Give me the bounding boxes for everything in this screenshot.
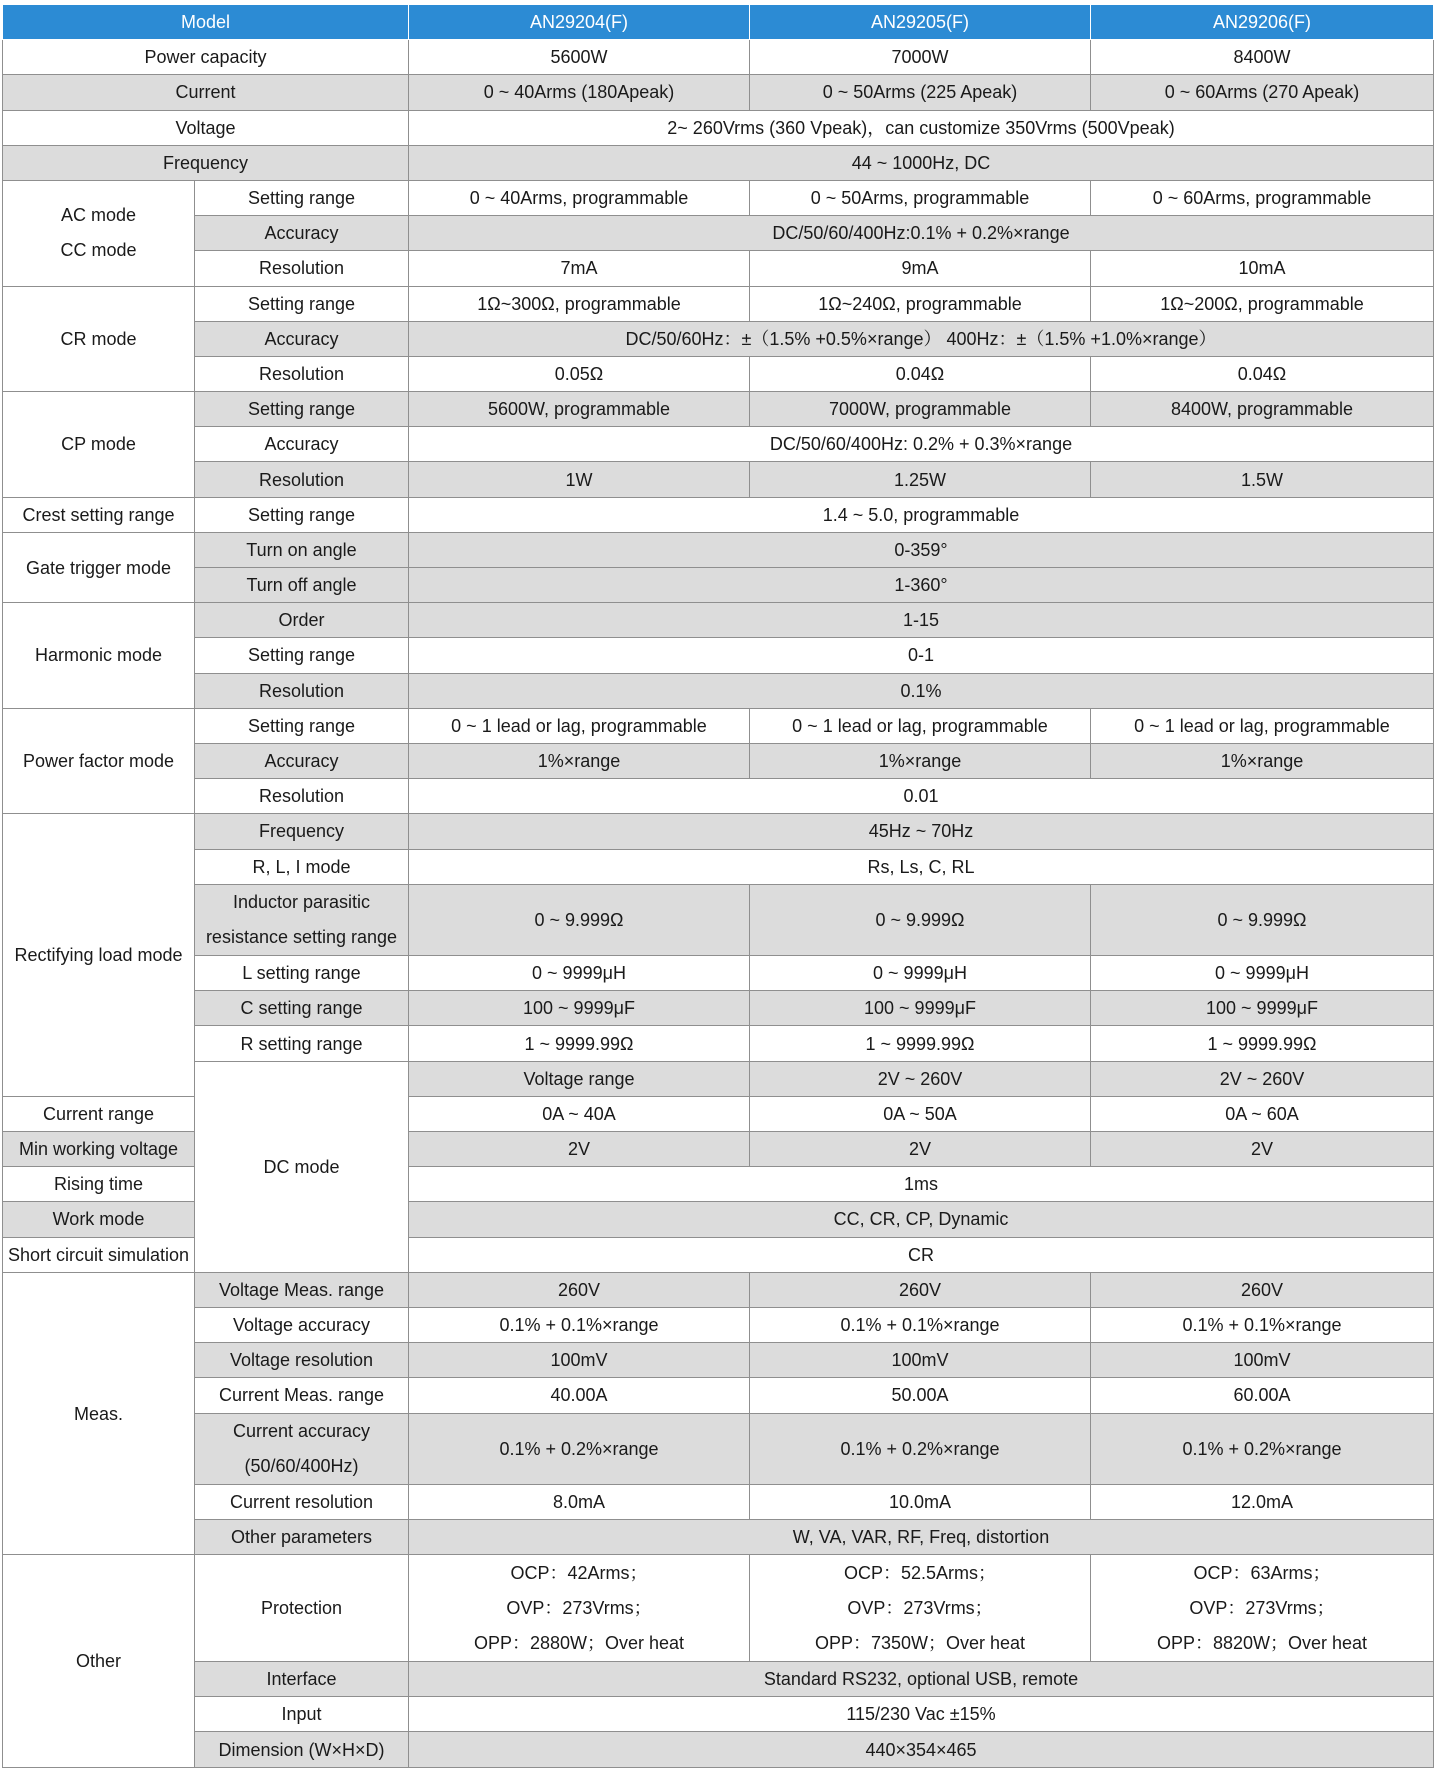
table-row: [3, 568, 1434, 603]
spec-table: [2, 4, 1434, 1768]
sub-label: Voltage Meas. range: [195, 1272, 409, 1307]
sub-label: Setting range: [195, 497, 409, 532]
cell-value: 260V: [1091, 1272, 1434, 1307]
cell-value: 0 ~ 1 lead or lag, programmable: [409, 708, 750, 743]
table-row: [3, 1732, 1434, 1768]
cell-value: 0.04Ω: [1091, 356, 1434, 391]
cell-value: 8400W, programmable: [1091, 392, 1434, 427]
cell-value: 50.00A: [750, 1378, 1091, 1413]
sub-label: Order: [195, 603, 409, 638]
protection-cell: [750, 1555, 1091, 1662]
cell-value: 0.1% + 0.1%×range: [1091, 1307, 1434, 1342]
table-row: [3, 1484, 1434, 1519]
sub-label: Accuracy: [195, 321, 409, 356]
sub-label-line: Current accuracy: [232, 1420, 371, 1441]
cell-value: 0 ~ 9999μH: [1091, 956, 1434, 991]
cell-value: 1ms: [409, 1167, 1434, 1202]
protection-ovp: OVP：273Vrms；: [1189, 1597, 1335, 1618]
cell-value: 0 ~ 60Arms, programmable: [1091, 180, 1434, 215]
cell-value: 7mA: [409, 251, 750, 286]
group-label-meas: Meas.: [3, 1272, 195, 1555]
sub-label: Setting range: [195, 392, 409, 427]
table-row: [3, 286, 1434, 321]
sub-label: Setting range: [195, 708, 409, 743]
table-row: [3, 145, 1434, 180]
sub-label: Voltage accuracy: [195, 1307, 409, 1342]
group-label-crest: Crest setting range: [3, 497, 195, 532]
cell-value: 0 ~ 9.999Ω: [750, 884, 1091, 955]
group-label-line: AC mode: [60, 205, 137, 226]
sub-label: Other parameters: [195, 1520, 409, 1555]
table-row: [3, 110, 1434, 145]
table-row: [3, 1061, 1434, 1096]
group-label-cr-mode: CR mode: [3, 286, 195, 392]
group-label-cp-mode: CP mode: [3, 392, 195, 498]
protection-ocp: OCP：42Arms；: [510, 1562, 648, 1583]
sub-label-line: resistance setting range: [205, 926, 398, 947]
table-row: [3, 1413, 1434, 1484]
table-row: [3, 497, 1434, 532]
protection-opp: OPP：7350W；Over heat: [814, 1632, 1026, 1653]
sub-label: Turn off angle: [195, 568, 409, 603]
table-row: [3, 814, 1434, 849]
table-row: [3, 849, 1434, 884]
cell-value: 5600W: [409, 40, 750, 75]
header-row: [3, 5, 1434, 40]
cell-value: 0.1% + 0.2%×range: [750, 1413, 1091, 1484]
sub-label-inductor: [195, 884, 409, 955]
group-label-line: CC mode: [60, 240, 137, 261]
cell-value: 1W: [409, 462, 750, 497]
sub-label: Interface: [195, 1661, 409, 1696]
table-row: [3, 779, 1434, 814]
cell-value: 100mV: [1091, 1343, 1434, 1378]
model-name: AN29205(F): [750, 5, 1091, 40]
protection-opp: OPP：2880W；Over heat: [473, 1632, 685, 1653]
cell-value: 1Ω~300Ω, programmable: [409, 286, 750, 321]
row-label: Voltage: [3, 110, 409, 145]
cell-value: 2V: [750, 1132, 1091, 1167]
group-label-ac-cc-mode: [3, 180, 195, 286]
cell-value: 2V: [1091, 1132, 1434, 1167]
cell-value: CC, CR, CP, Dynamic: [409, 1202, 1434, 1237]
sub-label: Min working voltage: [3, 1132, 195, 1167]
sub-label: Input: [195, 1697, 409, 1732]
sub-label: Accuracy: [195, 427, 409, 462]
cell-value: 1Ω~200Ω, programmable: [1091, 286, 1434, 321]
sub-label: Protection: [195, 1555, 409, 1662]
model-header: Model: [3, 5, 409, 40]
table-row: [3, 251, 1434, 286]
cell-value: 1-15: [409, 603, 1434, 638]
table-row: [3, 956, 1434, 991]
cell-value: 0 ~ 50Arms (225 Apeak): [750, 75, 1091, 110]
cell-value: 440×354×465: [409, 1732, 1434, 1768]
table-row: [3, 1520, 1434, 1555]
sub-label: Resolution: [195, 462, 409, 497]
table-row: [3, 1378, 1434, 1413]
protection-ocp: OCP：63Arms；: [1193, 1562, 1331, 1583]
cell-value: 1.5W: [1091, 462, 1434, 497]
cell-value: 0 ~ 60Arms (270 Apeak): [1091, 75, 1434, 110]
sub-label: Frequency: [195, 814, 409, 849]
cell-value: 100 ~ 9999μF: [1091, 991, 1434, 1026]
table-row: [3, 1343, 1434, 1378]
cell-value: 1%×range: [1091, 743, 1434, 778]
cell-value: 0.1%: [409, 673, 1434, 708]
protection-cell: [1091, 1555, 1434, 1662]
table-row: [3, 1555, 1434, 1662]
cell-value: 0.01: [409, 779, 1434, 814]
cell-value: 0.1% + 0.2%×range: [409, 1413, 750, 1484]
sub-label: Current range: [3, 1096, 195, 1131]
cell-value: 2V ~ 260V: [750, 1061, 1091, 1096]
cell-value: 100mV: [750, 1343, 1091, 1378]
sub-label: R, L, I mode: [195, 849, 409, 884]
cell-value: 44 ~ 1000Hz, DC: [409, 145, 1434, 180]
table-row: [3, 673, 1434, 708]
group-label-rectifying: Rectifying load mode: [3, 814, 195, 1097]
sub-label: Work mode: [3, 1202, 195, 1237]
table-row: [3, 1661, 1434, 1696]
cell-value: W, VA, VAR, RF, Freq, distortion: [409, 1520, 1434, 1555]
sub-label: Voltage range: [409, 1061, 750, 1096]
table-row: [3, 1307, 1434, 1342]
cell-value: 1.25W: [750, 462, 1091, 497]
sub-label: Setting range: [195, 180, 409, 215]
sub-label: Resolution: [195, 673, 409, 708]
table-row: [3, 991, 1434, 1026]
cell-value: 7000W, programmable: [750, 392, 1091, 427]
group-label-harmonic: Harmonic mode: [3, 603, 195, 709]
row-label: Frequency: [3, 145, 409, 180]
group-label-power-factor: Power factor mode: [3, 708, 195, 814]
cell-value: 8.0mA: [409, 1484, 750, 1519]
sub-label: Turn on angle: [195, 532, 409, 567]
table-row: [3, 603, 1434, 638]
cell-value: 0A ~ 40A: [409, 1096, 750, 1131]
protection-ocp: OCP：52.5Arms；: [843, 1562, 997, 1583]
cell-value: 0-1: [409, 638, 1434, 673]
sub-label: Rising time: [3, 1167, 195, 1202]
row-label: Power capacity: [3, 40, 409, 75]
table-row: [3, 40, 1434, 75]
cell-value: 0A ~ 50A: [750, 1096, 1091, 1131]
cell-value: 10mA: [1091, 251, 1434, 286]
cell-value: 7000W: [750, 40, 1091, 75]
cell-value: 45Hz ~ 70Hz: [409, 814, 1434, 849]
sub-label-line: (50/60/400Hz): [244, 1455, 359, 1476]
cell-value: 1.4 ~ 5.0, programmable: [409, 497, 1434, 532]
table-row: [3, 1026, 1434, 1061]
cell-value: 1Ω~240Ω, programmable: [750, 286, 1091, 321]
protection-cell: [409, 1555, 750, 1662]
table-row: [3, 356, 1434, 391]
model-name: AN29206(F): [1091, 5, 1434, 40]
cell-value: 0 ~ 9.999Ω: [409, 884, 750, 955]
cell-value: 0 ~ 50Arms, programmable: [750, 180, 1091, 215]
table-row: [3, 392, 1434, 427]
table-row: [3, 743, 1434, 778]
table-row: [3, 1697, 1434, 1732]
sub-label: Accuracy: [195, 743, 409, 778]
sub-label: Resolution: [195, 356, 409, 391]
sub-label: Current resolution: [195, 1484, 409, 1519]
sub-label: Current Meas. range: [195, 1378, 409, 1413]
cell-value: 0 ~ 1 lead or lag, programmable: [1091, 708, 1434, 743]
cell-value: 0.1% + 0.1%×range: [750, 1307, 1091, 1342]
sub-label: C setting range: [195, 991, 409, 1026]
group-label-other: Other: [3, 1555, 195, 1768]
cell-value: 1%×range: [409, 743, 750, 778]
sub-label: Voltage resolution: [195, 1343, 409, 1378]
cell-value: 8400W: [1091, 40, 1434, 75]
cell-value: DC/50/60/400Hz:0.1% + 0.2%×range: [409, 216, 1434, 251]
table-row: [3, 708, 1434, 743]
sub-label: Accuracy: [195, 216, 409, 251]
sub-label: Resolution: [195, 251, 409, 286]
group-label-gate-trigger: Gate trigger mode: [3, 532, 195, 602]
cell-value: 260V: [409, 1272, 750, 1307]
sub-label: L setting range: [195, 956, 409, 991]
protection-ovp: OVP：273Vrms；: [847, 1597, 993, 1618]
cell-value: 260V: [750, 1272, 1091, 1307]
sub-label: Short circuit simulation: [3, 1237, 195, 1272]
cell-value: 0.1% + 0.2%×range: [1091, 1413, 1434, 1484]
table-row: [3, 532, 1434, 567]
cell-value: 0 ~ 1 lead or lag, programmable: [750, 708, 1091, 743]
cell-value: 12.0mA: [1091, 1484, 1434, 1519]
cell-value: CR: [409, 1237, 1434, 1272]
cell-value: 0.04Ω: [750, 356, 1091, 391]
sub-label-current-accuracy: [195, 1413, 409, 1484]
cell-value: 60.00A: [1091, 1378, 1434, 1413]
cell-value: 0 ~ 40Arms (180Apeak): [409, 75, 750, 110]
table-row: [3, 462, 1434, 497]
table-row: [3, 1272, 1434, 1307]
table-row: [3, 321, 1434, 356]
cell-value: Standard RS232, optional USB, remote: [409, 1661, 1434, 1696]
table-row: [3, 216, 1434, 251]
sub-label: Resolution: [195, 779, 409, 814]
sub-label: Setting range: [195, 638, 409, 673]
protection-opp: OPP：8820W；Over heat: [1156, 1632, 1368, 1653]
cell-value: 0-359°: [409, 532, 1434, 567]
cell-value: 0 ~ 9999μH: [409, 956, 750, 991]
table-row: [3, 180, 1434, 215]
cell-value: 1 ~ 9999.99Ω: [750, 1026, 1091, 1061]
cell-value: 100 ~ 9999μF: [409, 991, 750, 1026]
cell-value: 0.1% + 0.1%×range: [409, 1307, 750, 1342]
cell-value: 100mV: [409, 1343, 750, 1378]
sub-label-line: Inductor parasitic: [232, 891, 371, 912]
sub-label: R setting range: [195, 1026, 409, 1061]
cell-value: 115/230 Vac ±15%: [409, 1697, 1434, 1732]
model-name: AN29204(F): [409, 5, 750, 40]
table-row: [3, 638, 1434, 673]
cell-value: 0 ~ 9999μH: [750, 956, 1091, 991]
cell-value: Rs, Ls, C, RL: [409, 849, 1434, 884]
table-row: [3, 427, 1434, 462]
cell-value: 0.05Ω: [409, 356, 750, 391]
sub-label: Dimension (W×H×D): [195, 1732, 409, 1768]
cell-value: 0 ~ 9.999Ω: [1091, 884, 1434, 955]
cell-value: 0A ~ 60A: [1091, 1096, 1434, 1131]
cell-value: 2V: [409, 1132, 750, 1167]
group-label-dc-mode: DC mode: [195, 1061, 409, 1272]
protection-ovp: OVP：273Vrms；: [506, 1597, 652, 1618]
cell-value: 9mA: [750, 251, 1091, 286]
cell-value: 100 ~ 9999μF: [750, 991, 1091, 1026]
row-label: Current: [3, 75, 409, 110]
cell-value: 2V ~ 260V: [1091, 1061, 1434, 1096]
cell-value: 0 ~ 40Arms, programmable: [409, 180, 750, 215]
cell-value: 1%×range: [750, 743, 1091, 778]
cell-value: 2~ 260Vrms (360 Vpeak)，can customize 350Vrms (500Vpeak): [409, 110, 1434, 145]
table-row: [3, 75, 1434, 110]
cell-value: DC/50/60/400Hz: 0.2% + 0.3%×range: [409, 427, 1434, 462]
cell-value: 10.0mA: [750, 1484, 1091, 1519]
sub-label: Setting range: [195, 286, 409, 321]
cell-value: 1-360°: [409, 568, 1434, 603]
cell-value: 40.00A: [409, 1378, 750, 1413]
cell-value: 5600W, programmable: [409, 392, 750, 427]
table-row: [3, 884, 1434, 955]
cell-value: 1 ~ 9999.99Ω: [1091, 1026, 1434, 1061]
cell-value: DC/50/60Hz：±（1.5% +0.5%×range） 400Hz：±（1.5% +1.0%×range）: [409, 321, 1434, 356]
cell-value: 1 ~ 9999.99Ω: [409, 1026, 750, 1061]
